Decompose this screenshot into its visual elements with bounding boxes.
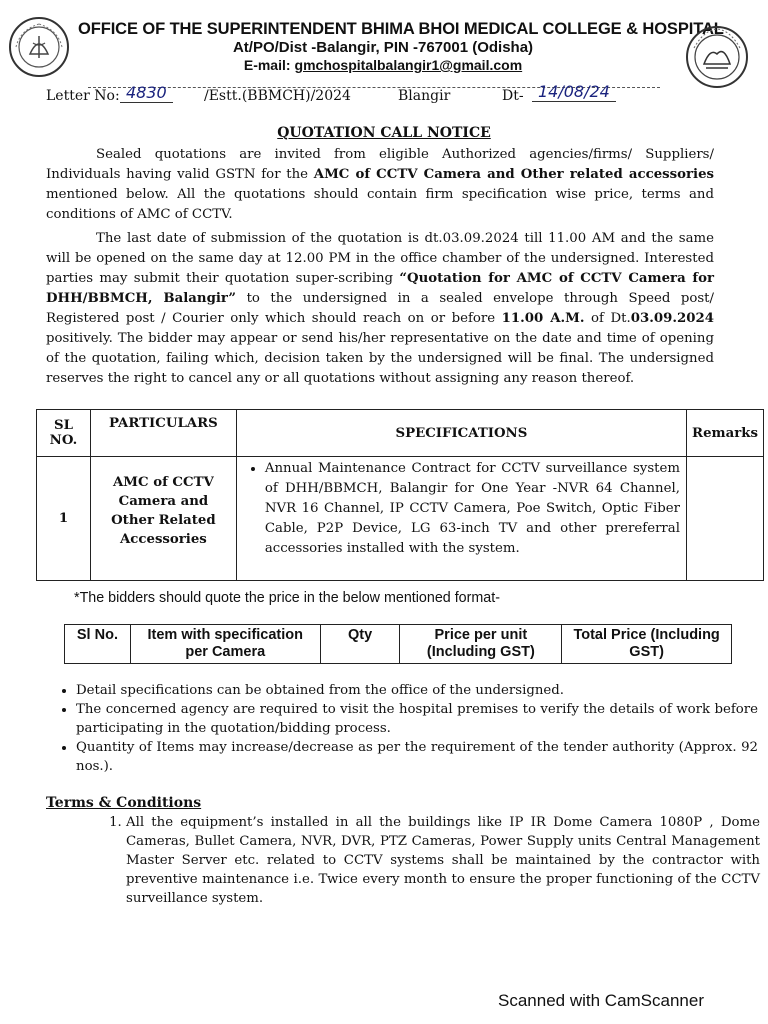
list-item: • Quantity of Items may increase/decrease as per the requirement of the tender authority (Approx. 92 nos.). [76,738,758,776]
letter-number-handwritten: 4830 [120,83,173,103]
price-col-sl: Sl No. [65,625,131,664]
para1-bold: AMC of CCTV Camera and Other related accessories [313,167,715,182]
col-remarks: Remarks [686,410,763,457]
college-emblem-icon [8,16,70,78]
terms-list [96,813,760,908]
col-specifications: SPECIFICATIONS [236,410,686,457]
specification-item: • Annual Maintenance Contract for CCTV surveillance system of DHH/BBMCH, Balangir for One Year -NVR 64 Channel, NVR 16 Channel, IP CCTV Camera, Poe Switch, Optic Fiber Cable, P2P Device, LG 63-inch TV and other prereferral accessories installed with the system. [265,459,680,559]
para2-bold-subject: “Quotation for AMC of CCTV Camera for DHH/BBMCH, Balangir” [46,271,714,306]
letter-place: Blangir [398,88,451,104]
row-specification-cell [236,457,686,581]
price-col-unit-price: Price per unit (Including GST) [400,625,562,664]
col-particulars: PARTICULARS [90,410,236,457]
letter-no-label: Letter No: [46,88,120,104]
list-item: 1. All the equipment’s installed in all the buildings like IP IR Dome Camera 1080P , Dome Cameras, Bullet Camera, NVR, DVR, PTZ Cameras, Power Supply units Central Management Master Server etc. related to CCTV systems shall be maintained by the contractor with preventive maintenance i.e. Twice every month to ensure the proper functioning of the CCTV surveillance system. [126,813,760,908]
row-particulars: AMC of CCTV Camera and Other Related Accessories [90,457,236,581]
price-col-item: Item with specification per Camera [130,625,320,664]
letterhead [0,10,768,80]
notice-paragraph-1 [46,145,714,225]
scanner-watermark: Scanned with CamScanner [498,991,705,1010]
items-table-header [37,410,764,457]
notice-paragraph-2 [46,229,714,389]
row-remarks [686,457,763,581]
para1-text-b: mentioned below. All the quotations should contain firm specification wise price, terms and conditions of AMC of CCTV. [46,187,714,222]
col-sl-no: SL NO. [37,410,91,457]
odisha-seal-icon [684,24,750,90]
list-item: • Detail specifications can be obtained from the office of the undersigned. [76,681,758,700]
letter-reference-line [46,82,746,108]
price-format-table [64,624,732,664]
row-sl: 1 [37,457,91,581]
price-table-header [65,625,732,664]
office-title: OFFICE OF THE SUPERINTENDENT BHIMA BHOI MEDICAL COLLEGE & HOSPITAL [78,20,724,38]
notes-list [50,681,758,776]
email-label: E-mail: [243,57,291,73]
para2-text-d: positively. The bidder may appear or send his/her representative on the date and time of opening of the quotation, failing which, decision taken by the undersigned will be final. The undersigned reserves the right to cancel any or all quotations without assigning any reason thereof. [46,331,714,386]
date-label: Dt- [502,88,524,104]
bidders-note: *The bidders should quote the price in the below mentioned format- [74,590,500,606]
email-link[interactable]: gmchospitalbalangir1@gmail.com [294,57,523,73]
para2-text-a: The last date of submission of the quotation is dt.03.09.2024 till 11.00 AM and the same will be opened on the same day at 12.00 PM in the office chamber of the undersigned. Interested parties may submit their quotation super-scribing [46,231,714,286]
letter-ref: /Estt.(BBMCH)/2024 [204,88,351,104]
office-email [78,57,688,73]
para2-text-b: to the undersigned in a sealed envelope through Speed post/ Registered post / Courier only which should reach on or before [46,291,714,326]
price-col-total-price: Total Price (Including GST) [562,625,732,664]
para1-text-a: Sealed quotations are invited from eligible Authorized agencies/firms/ Suppliers/ Individuals having valid GSTN for the [46,147,714,182]
para2-text-c: of Dt. [591,311,631,326]
terms-heading: Terms & Conditions [46,795,202,811]
office-address: At/PO/Dist -Balangir, PIN -767001 (Odisha) [232,39,534,56]
date-handwritten: 14/08/24 [532,82,616,102]
para2-bold-time: 11.00 A.M. [501,311,585,326]
list-item: • The concerned agency are required to visit the hospital premises to verify the details of work before participating in the quotation/bidding process. [76,700,758,738]
para2-bold-date: 03.09.2024 [630,311,714,326]
table-row [37,457,764,581]
specification-list [243,459,680,559]
notice-title: QUOTATION CALL NOTICE [277,125,491,141]
items-table [36,409,764,581]
price-col-qty: Qty [320,625,400,664]
